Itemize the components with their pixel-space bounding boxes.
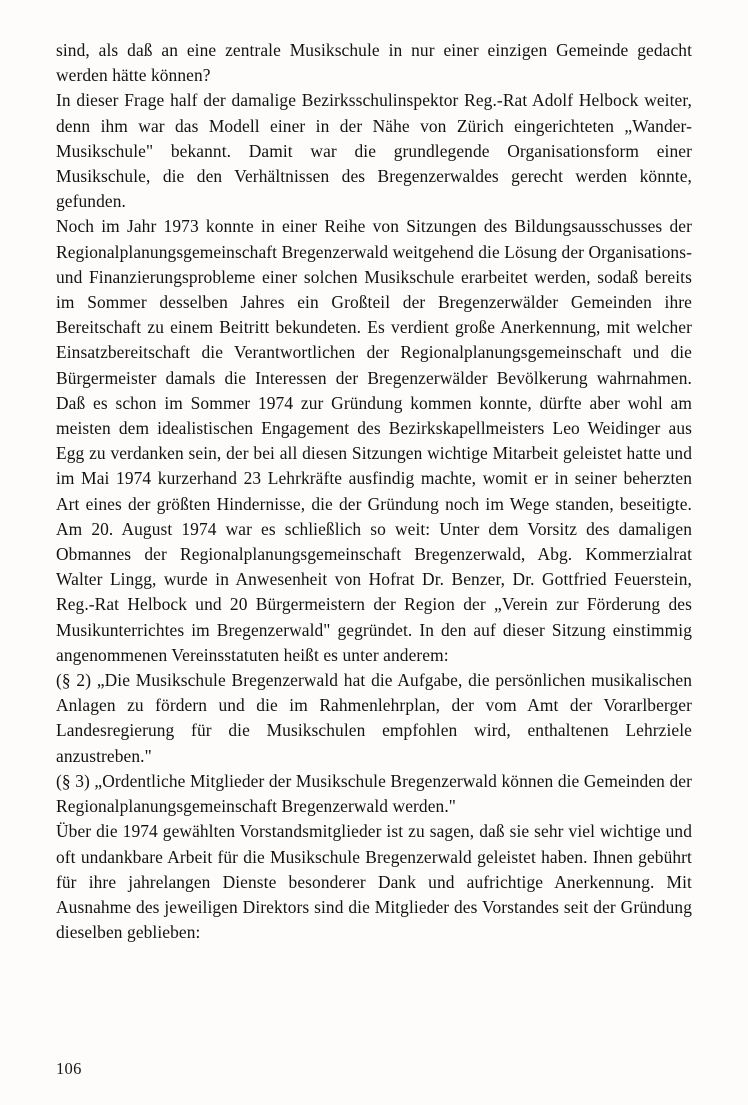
paragraph: Über die 1974 gewählten Vorstandsmitglieder ist zu sagen, daß sie sehr viel wichtige und oft undankbare Arbeit für die Musikschule Bregenzerwald geleistet haben. Ihnen gebührt für ihre jahrelangen Dienste besonderer Dank und aufrichtige Anerkennung. Mit Ausnahme des jeweiligen Direktors sind die Mitglieder des Vorstandes seit der Gründung dieselben geblieben: [56, 821, 692, 943]
paragraph: (§ 3) „Ordentliche Mitglieder der Musikschule Bregenzerwald können die Gemeinden der Regionalplanungsgemeinschaft Bregenzerwald werden." [56, 770, 692, 817]
page-body [56, 38, 692, 945]
paragraph: In dieser Frage half der damalige Bezirksschulinspektor Reg.-Rat Adolf Helbock weiter, denn ihm war das Modell einer in der Nähe von Zürich eingerichteten „Wander-Musikschule" bekannt. Damit war die grundlegende Organisationsform einer Musikschule, die den Verhältnissen des Bregenzerwaldes gerecht werden könnte, gefunden. [56, 90, 692, 212]
paragraph: (§ 2) „Die Musikschule Bregenzerwald hat die Aufgabe, die persönlichen musikalischen Anlagen zu fördern und die im Rahmenlehrplan, der vom Amt der Vorarlberger Landesregierung für die Musikschulen empfohlen wird, enthaltenen Lehrziele anzustreben." [56, 670, 692, 766]
page-number: 106 [56, 1059, 82, 1078]
paragraph: Noch im Jahr 1973 konnte in einer Reihe von Sitzungen des Bildungsausschusses der Regionalplanungsgemeinschaft Bregenzerwald weitgehend die Lösung der Organisations- und Finanzierungsprobleme einer solchen Musikschule erarbeitet werden, sodaß bereits im Sommer desselben Jahres ein Großteil der Bregenzerwälder Gemeinden ihre Bereitschaft zu einem Beitritt bekundeten. Es verdient große Anerkennung, mit welcher Einsatzbereitschaft die Verantwortlichen der Regionalplanungsgemeinschaft und die Bürgermeister damals die Interessen der Bregenzerwälder Bevölkerung wahrnahmen. Daß es schon im Sommer 1974 zur Gründung kommen konnte, dürfte aber wohl am meisten dem idealistischen Engagement des Bezirkskapellmeisters Leo Weidinger aus Egg zu verdanken sein, der bei all diesen Sitzungen wichtige Mitarbeit geleistet hatte und im Mai 1974 kurzerhand 23 Lehrkräfte ausfindig machte, womit er in seiner beherzten Art eines der größten Hindernisse, die der Gründung noch im Wege standen, beseitigte. Am 20. August 1974 war es schließlich so weit: Unter dem Vorsitz des damaligen Obmannes der Regionalplanungsgemeinschaft Bregenzerwald, Abg. Kommerzialrat Walter Lingg, wurde in Anwesenheit von Hofrat Dr. Benzer, Dr. Gottfried Feuerstein, Reg.-Rat Helbock und 20 Bürgermeistern der Region der „Verein zur Förderung des Musikunterrichtes im Bregenzerwald" gegründet. In den auf dieser Sitzung einstimmig angenommenen Vereinsstatuten heißt es unter anderem: [56, 216, 692, 665]
paragraph: sind, als daß an eine zentrale Musikschule in nur einer einzigen Gemeinde gedacht werden hätte können? [56, 40, 692, 86]
